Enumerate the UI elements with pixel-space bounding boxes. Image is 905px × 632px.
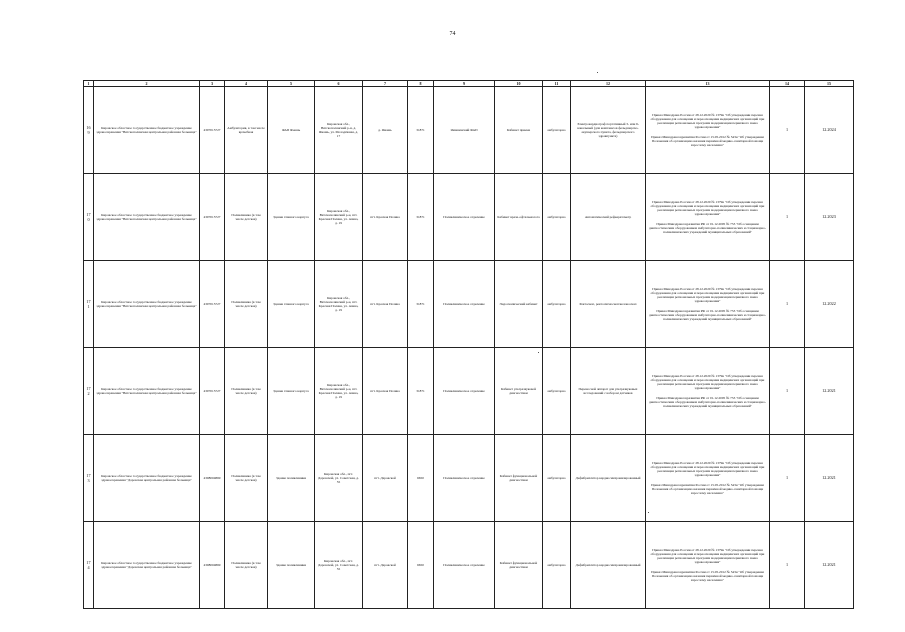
year-cell: 12.2021 (805, 435, 854, 522)
address-cell: Кировская обл., Вятскополянский р-н, д. Ямашь, ул. Молодёжная, д. 17 (315, 87, 363, 174)
locality-cell: д. Ямашь (363, 87, 408, 174)
structural-unit: Поликлиническое отделение (434, 522, 495, 609)
col-header: 15 (805, 81, 854, 87)
col-header: 8 (408, 81, 434, 87)
scan-speck (597, 72, 598, 73)
col-header: 2 (94, 81, 200, 87)
table-row (84, 174, 854, 261)
organization-name: Кировское областное государственное бюджетное учреждение здравоохранения "Даровская центральная районная больница" (94, 435, 200, 522)
col-header: 10 (495, 81, 543, 87)
department-type: Поликлиника (в том числе детская) (225, 435, 268, 522)
col-header: 14 (770, 81, 805, 87)
row-number: 173 (84, 435, 94, 522)
code-cell: 6650 (408, 435, 434, 522)
equipment-name: Дефибриллятор кардиосинхронизированный (571, 522, 646, 609)
locality-cell: пгт. Даровской (363, 435, 408, 522)
quantity-cell: 1 (770, 522, 805, 609)
equipment-name: Дефибриллятор кардиосинхронизированный (571, 435, 646, 522)
legal-basis (646, 348, 770, 435)
col-header: 12 (571, 81, 646, 87)
col-header: 5 (268, 81, 315, 87)
department-type: Амбулатория, в том числе врачебная (225, 87, 268, 174)
inn-cell: 4307015727 (200, 87, 225, 174)
unit-name: ФАП Ямашь (268, 87, 315, 174)
year-cell: 12.2024 (805, 87, 854, 174)
address-cell: Кировская обл., пгт. Даровской, ул. Советская, д. 55 (315, 435, 363, 522)
inn-cell: 4308004869 (200, 435, 225, 522)
legal-basis (646, 522, 770, 609)
legal-basis-secondary: Приказ Минздравсоцразвития России от 15.05.2012 № 543н "Об утверждении Положения об организации оказания первичной медико-санитарной помощи взрослому населению" (651, 569, 764, 583)
legal-basis-secondary: Приказ Минздравсоцразвития России от 15.05.2012 № 543н "Об утверждении Положения об организации оказания первичной медико-санитарной помощи взрослому населению" (651, 482, 764, 496)
equipment-table (83, 80, 854, 609)
room-cell: Кабинет врача-офтальмолога (495, 174, 543, 261)
room-cell: Кабинет функциональной диагностики (495, 435, 543, 522)
row-number: 170 (84, 174, 94, 261)
unit-name: Здание главного корпуса (268, 261, 315, 348)
legal-basis (646, 435, 770, 522)
care-type: амбулаторно (543, 261, 571, 348)
structural-unit: Поликлиническое отделение (434, 435, 495, 522)
legal-basis (646, 87, 770, 174)
legal-basis (646, 174, 770, 261)
organization-name: Кировское областное государственное бюджетное учреждение здравоохранения "Даровская центральная районная больница" (94, 522, 200, 609)
unit-name: Здание главного корпуса (268, 174, 315, 261)
legal-basis-secondary: Приказ Минздравсоцразвития России от 15.05.2012 № 543н "Об утверждении Положения об организации оказания первичной медико-санитарной помощи взрослому населению" (651, 134, 764, 148)
room-cell: Кабинет ультразвуковой диагностики (495, 348, 543, 435)
equipment-name: Ректоскоп, ректосигмоскоп/колоноскоп (571, 261, 646, 348)
equipment-name: Переносной аппарат для ультразвуковых исследований с набором датчиков (571, 348, 646, 435)
legal-basis-primary: Приказ Минздрава России от 28.12.2020 № 1379н "Об утверждении перечня оборудования для оснащения и переоснащения медицинских организаций при реализации региональных программ модернизации первичного звена здравоохранения" (650, 286, 765, 304)
unit-name: Здание главного корпуса (268, 348, 315, 435)
equipment-name: Автоматический рефкератометр (571, 174, 646, 261)
legal-basis-secondary: Приказ Минздравсоцразвития РФ от 01.12.2005 № 753 "Об оснащении диагностическим оборудованием амбулаторно-поликлинических и стационарно-поликлинических учреждений муниципальных образований" (648, 308, 767, 322)
structural-unit: Поликлиническое отделение (434, 174, 495, 261)
department-type: Поликлиника (в том числе детская) (225, 174, 268, 261)
department-type: Поликлиника (в том числе детская) (225, 261, 268, 348)
col-header: 3 (200, 81, 225, 87)
locality-cell: пгт. Красная Поляна (363, 261, 408, 348)
department-type: Поликлиника (в том числе детская) (225, 348, 268, 435)
col-header: 6 (315, 81, 363, 87)
organization-name: Кировское областное государственное бюджетное учреждение здравоохранения "Вятскополянская центральная районная больница" (94, 87, 200, 174)
care-type: амбулаторно (543, 87, 571, 174)
inn-cell: 4307015727 (200, 261, 225, 348)
page-number: 74 (449, 31, 456, 37)
structural-unit: Поликлиническое отделение (434, 261, 495, 348)
address-cell: Кировская обл., пгт. Даровской, ул. Советская, д. 55 (315, 522, 363, 609)
legal-basis-primary: Приказ Минздрава России от 28.12.2020 № 1379н "Об утверждении перечня оборудования для оснащения и переоснащения медицинских организаций при реализации региональных программ модернизации первичного звена здравоохранения" (650, 199, 765, 217)
inn-cell: 4307015727 (200, 174, 225, 261)
structural-unit: Ямашинский ФАП (434, 87, 495, 174)
organization-name: Кировское областное государственное бюджетное учреждение здравоохранения "Вятскополянская центральная районная больница" (94, 261, 200, 348)
equipment-name: Электрокардиограф портативный 3- или 6-канальный (для комплексов фельдшерско-акушерского пункта, фельдшерского здравпункта) (571, 87, 646, 174)
structural-unit: Поликлиническое отделение (434, 348, 495, 435)
inn-cell: 4307015727 (200, 348, 225, 435)
table-row (84, 261, 854, 348)
row-number: 174 (84, 522, 94, 609)
unit-name: Здание поликлиники (268, 435, 315, 522)
inn-cell: 4308004869 (200, 522, 225, 609)
quantity-cell: 1 (770, 174, 805, 261)
code-cell: 31871 (408, 348, 434, 435)
locality-cell: пгт. Красная Поляна (363, 174, 408, 261)
year-cell: 12.2021 (805, 348, 854, 435)
col-header: 1 (84, 81, 94, 87)
code-cell: 31871 (408, 174, 434, 261)
care-type: амбулаторно (543, 348, 571, 435)
care-type: амбулаторно (543, 174, 571, 261)
col-header: 7 (363, 81, 408, 87)
locality-cell: пгт. Красная Поляна (363, 348, 408, 435)
care-type: амбулаторно (543, 522, 571, 609)
col-header: 11 (543, 81, 571, 87)
legal-basis-secondary: Приказ Минздравсоцразвития РФ от 01.12.2005 № 753 "Об оснащении диагностическим оборудованием амбулаторно-поликлинических и стационарно-поликлинических учреждений муниципальных образований" (648, 221, 767, 235)
col-header: 13 (646, 81, 770, 87)
address-cell: Кировская обл., Вятскополянский р-н, пгт. Красная Поляна, ул. Азина, д. 19 (315, 261, 363, 348)
address-cell: Кировская обл., Вятскополянский р-н, пгт. Красная Поляна, ул. Азина, д. 19 (315, 348, 363, 435)
legal-basis-primary: Приказ Минздрава России от 28.12.2020 № 1379н "Об утверждении перечня оборудования для оснащения и переоснащения медицинских организаций при реализации региональных программ модернизации первичного звена здравоохранения" (650, 112, 765, 130)
scan-speck (648, 512, 649, 513)
year-cell: 12.2022 (805, 261, 854, 348)
organization-name: Кировское областное государственное бюджетное учреждение здравоохранения "Вятскополянская центральная районная больница" (94, 174, 200, 261)
department-type: Поликлиника (в том числе детская) (225, 522, 268, 609)
year-cell: 12.2021 (805, 522, 854, 609)
legal-basis-primary: Приказ Минздрава России от 28.12.2020 № 1379н "Об утверждении перечня оборудования для оснащения и переоснащения медицинских организаций при реализации региональных программ модернизации первичного звена здравоохранения" (650, 547, 765, 565)
code-cell: 6650 (408, 522, 434, 609)
code-cell: 31871 (408, 87, 434, 174)
row-number: 169 (84, 87, 94, 174)
legal-basis (646, 261, 770, 348)
quantity-cell: 1 (770, 348, 805, 435)
code-cell: 31871 (408, 261, 434, 348)
table-row (84, 348, 854, 435)
quantity-cell: 1 (770, 261, 805, 348)
row-number: 172 (84, 348, 94, 435)
quantity-cell: 1 (770, 87, 805, 174)
year-cell: 12.2023 (805, 174, 854, 261)
legal-basis-secondary: Приказ Минздравсоцразвития РФ от 01.12.2005 № 753 "Об оснащении диагностическим оборудованием амбулаторно-поликлинических и стационарно-поликлинических учреждений муниципальных образований" (648, 395, 767, 409)
quantity-cell: 1 (770, 435, 805, 522)
table-row (84, 87, 854, 174)
scan-speck (538, 352, 539, 353)
room-cell: Кабинет функциональной диагностики (495, 522, 543, 609)
table-row (84, 435, 854, 522)
address-cell: Кировская обл., Вятскополянский р-н, пгт. Красная Поляна, ул. Азина, д. 19 (315, 174, 363, 261)
legal-basis-primary: Приказ Минздрава России от 28.12.2020 № 1379н "Об утверждении перечня оборудования для оснащения и переоснащения медицинских организаций при реализации региональных программ модернизации первичного звена здравоохранения" (650, 460, 765, 478)
col-header: 4 (225, 81, 268, 87)
care-type: амбулаторно (543, 435, 571, 522)
unit-name: Здание поликлиники (268, 522, 315, 609)
room-cell: Эндоскопический кабинет (495, 261, 543, 348)
col-header: 9 (434, 81, 495, 87)
legal-basis-primary: Приказ Минздрава России от 28.12.2020 № 1379н "Об утверждении перечня оборудования для оснащения и переоснащения медицинских организаций при реализации региональных программ модернизации первичного звена здравоохранения" (650, 373, 765, 391)
table-row (84, 522, 854, 609)
organization-name: Кировское областное государственное бюджетное учреждение здравоохранения "Вятскополянская центральная районная больница" (94, 348, 200, 435)
row-number: 171 (84, 261, 94, 348)
room-cell: Кабинет приема (495, 87, 543, 174)
locality-cell: пгт. Даровской (363, 522, 408, 609)
